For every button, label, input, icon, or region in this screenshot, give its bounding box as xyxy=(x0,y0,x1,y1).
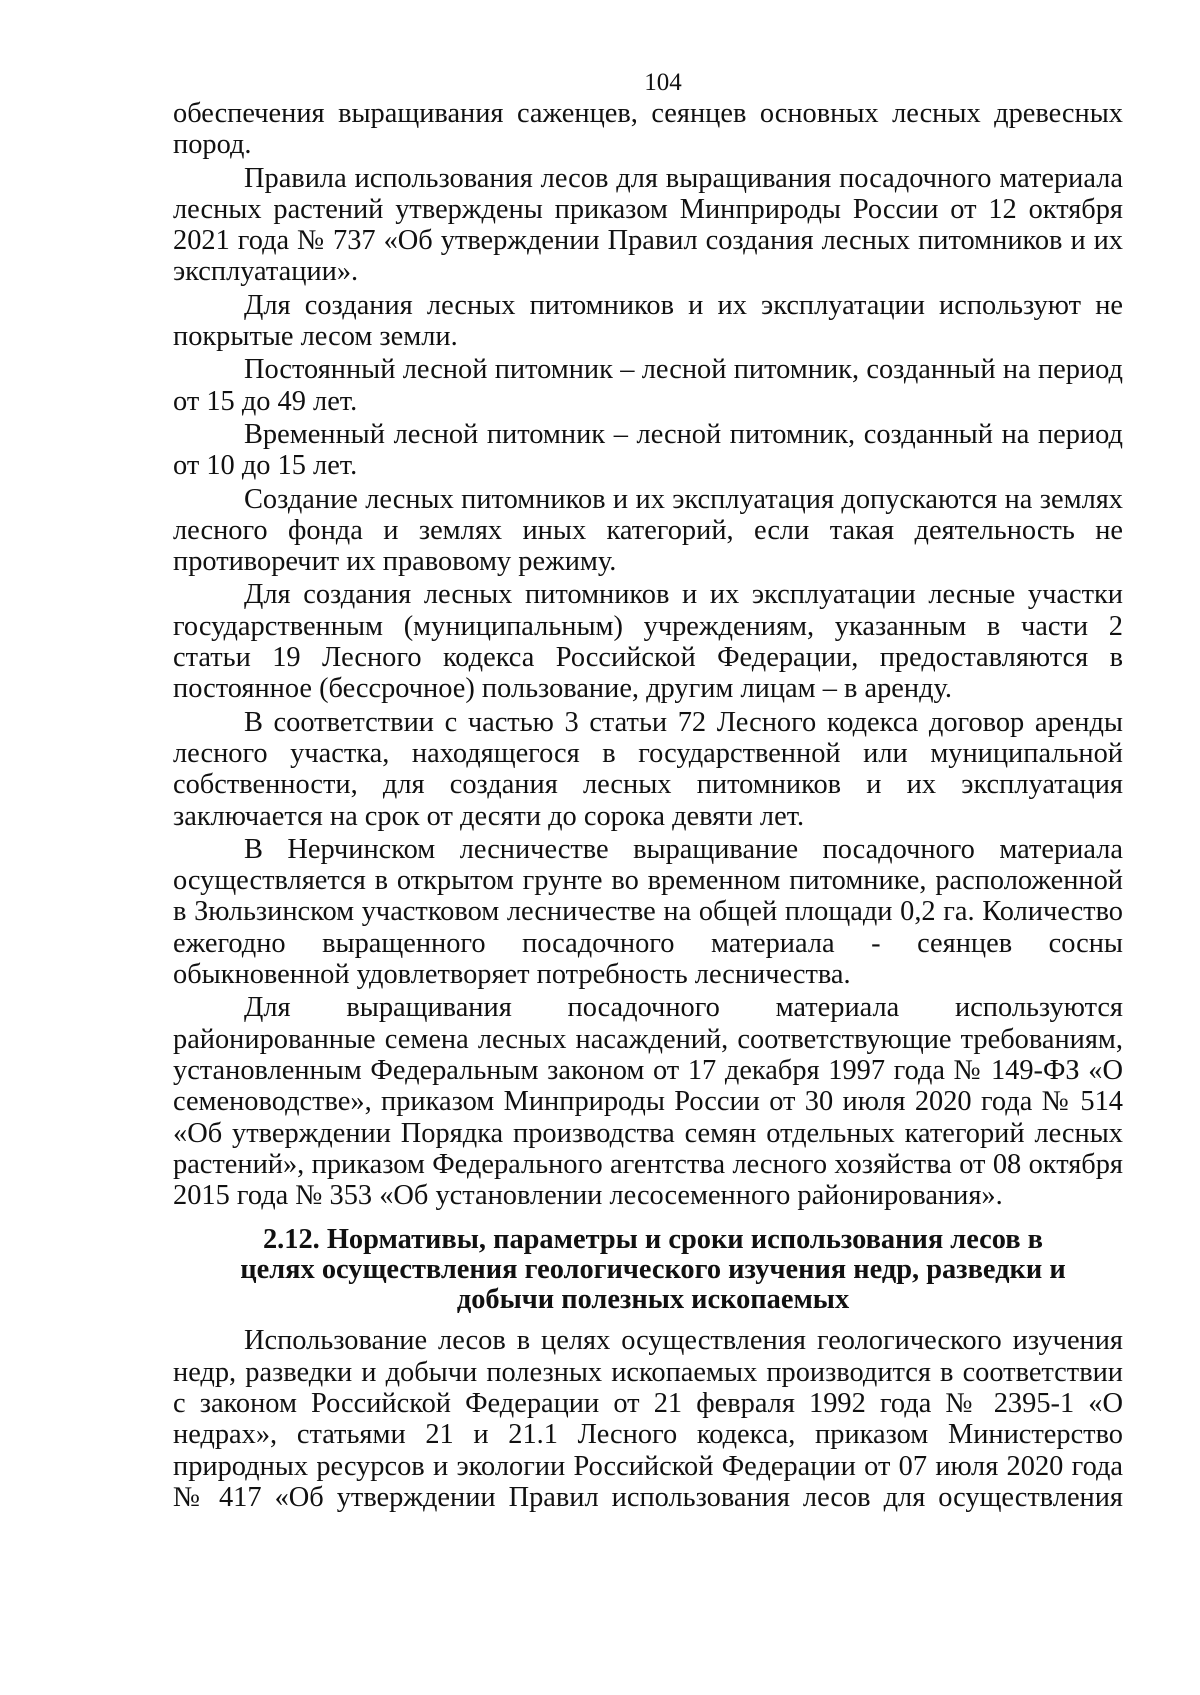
paragraph-seed-requirements: Для выращивания посадочного материала используются районированные семена лесных насаждений, соответствующие требованиям, установленным Федеральным законом от 17 декабря 1997 года № 149-ФЗ «О семеноводстве», приказом Минприроды России от 30 июля 2020 года № 514 «Об утверждении Порядка производства семян отдельных категорий лесных растений», приказом Федерального агентства лесного хозяйства от 08 октября 2015 года № 353 «Об установлении лесосеменного районирования». xyxy=(173,992,1123,1212)
document-page xyxy=(173,68,1123,1515)
paragraph-nursery-rules: Правила использования лесов для выращивания посадочного материала лесных растений утверждены приказом Минприроды России от 12 октября 2021 года № 737 «Об утверждении Правил создания лесных питомников и их эксплуатации». xyxy=(173,162,1123,288)
paragraph-geological-use: Использование лесов в целях осуществления геологического изучения недр, разведки и добычи полезных ископаемых производится в соответствии с законом Российской Федерации от 21 февраля 1992 года № 2395-1 «О недрах», статьями 21 и 21.1 Лесного кодекса, приказом Министерство природных ресурсов и экологии Российской Федерации от 07 июля 2020 года № 417 «Об утверждении Правил использования лесов для осуществления xyxy=(173,1325,1123,1513)
paragraph-nursery-land-provision: Для создания лесных питомников и их эксплуатации лесные участки государственным (муниципальным) учреждениям, указанным в части 2 статьи 19 Лесного кодекса Российской Федерации, предоставляются в постоянное (бессрочное) пользование, другим лицам – в аренду. xyxy=(173,579,1123,705)
paragraph-nursery-land-categories: Создание лесных питомников и их эксплуатация допускаются на землях лесного фонда и землях иных категорий, если такая деятельность не противоречит их правовому режиму. xyxy=(173,483,1123,578)
paragraph-temporary-nursery: Временный лесной питомник – лесной питомник, созданный на период от 10 до 15 лет. xyxy=(173,418,1123,482)
paragraph-nursery-lands: Для создания лесных питомников и их эксплуатации используют не покрытые лесом земли. xyxy=(173,289,1123,353)
paragraph-continuation: обеспечения выращивания саженцев, сеянцев основных лесных древесных пород. xyxy=(173,98,1123,161)
paragraph-nerchinsk-nursery: В Нерчинском лесничестве выращивание посадочного материала осуществляется в открытом грунте во временном питомнике, расположенной в Зюльзинском участковом лесничестве на общей площади 0,2 га. Количество ежегодно выращенного посадочного материала - сеянцев сосны обыкновенной удовлетворяет потребность лесничества. xyxy=(173,833,1123,991)
paragraph-lease-term: В соответствии с частью 3 статьи 72 Лесного кодекса договор аренды лесного участка, находящегося в государственной или муниципальной собственности, для создания лесных питомников и их эксплуатация заключается на срок от десяти до сорока девяти лет. xyxy=(173,706,1123,832)
section-heading: 2.12. Нормативы, параметры и сроки использования лесов в целях осуществления геологического изучения недр, разведки и добычи полезных ископаемых xyxy=(240,1224,1066,1316)
paragraph-permanent-nursery: Постоянный лесной питомник – лесной питомник, созданный на период от 15 до 49 лет. xyxy=(173,354,1123,417)
page-number: 104 xyxy=(644,69,682,96)
